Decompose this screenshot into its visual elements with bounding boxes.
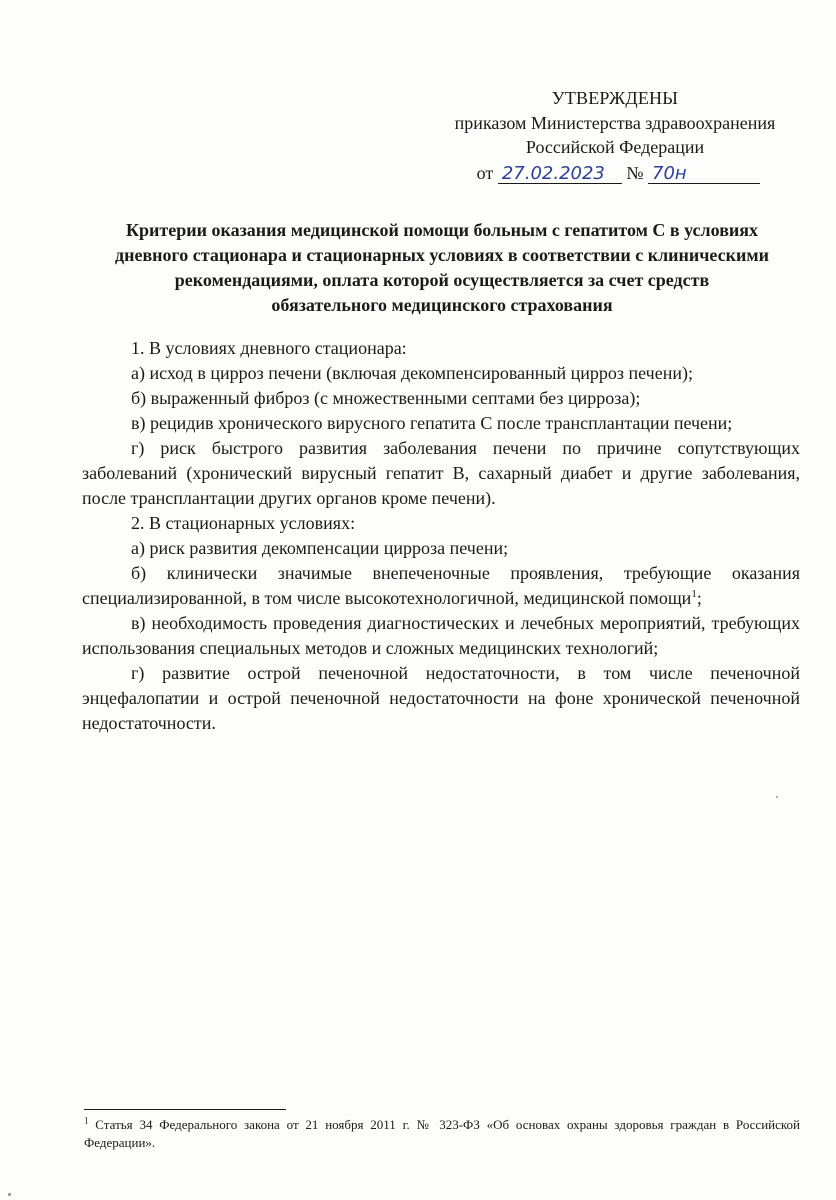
title-line: обязательного медицинского страхования bbox=[271, 295, 613, 315]
document-title bbox=[82, 218, 802, 318]
title-line: дневного стационара и стационарных условиях в соответствии с клиническими bbox=[114, 245, 770, 265]
footnote-text: Статья 34 Федерального закона от 21 ноября 2011 г. № 323-ФЗ «Об основах охраны здоровья граждан в Российской Федерации». bbox=[84, 1117, 800, 1150]
footnote-mark: 1 bbox=[84, 1115, 89, 1126]
section-2-item-b bbox=[82, 561, 800, 611]
title-line: рекомендациями, оплата которой осуществляется за счет средств bbox=[174, 270, 710, 290]
section-1-item-a: а) исход в цирроз печени (включая декомпенсированный цирроз печени); bbox=[131, 363, 693, 383]
approval-date-number bbox=[430, 161, 800, 186]
from-label: от bbox=[476, 162, 494, 183]
scan-speck bbox=[776, 796, 778, 798]
section-1-item-b: б) выраженный фиброз (с множественными септами без цирроза); bbox=[131, 388, 641, 408]
section-2-item-b-end: ; bbox=[696, 588, 702, 608]
title-line: Критерии оказания медицинской помощи больным с гепатитом С в условиях bbox=[125, 220, 759, 240]
section-1-item-d: г) риск быстрого развития заболевания печени по причине сопутствующих заболеваний (хронический вирусный гепатит В, сахарный диабет и другие заболевания, после трансплантации других органов кроме печени). bbox=[82, 438, 800, 508]
scan-speck bbox=[8, 1193, 11, 1196]
handwritten-date: 27.02.2023 bbox=[498, 165, 622, 184]
footnote-reference[interactable]: 1 bbox=[691, 588, 697, 600]
number-label: № bbox=[626, 162, 644, 183]
section-2-item-c: в) необходимость проведения диагностических и лечебных мероприятий, требующих использования специальных методов и сложных медицинских технологий; bbox=[82, 613, 800, 658]
section-2-item-b-text: б) клинически значимые внепеченочные проявления, требующие оказания специализированной, в том числе высокотехнологичной, медицинской помощи bbox=[82, 563, 800, 608]
section-1-heading: 1. В условиях дневного стационара: bbox=[131, 338, 407, 358]
section-2-item-a: а) риск развития декомпенсации цирроза печени; bbox=[131, 538, 509, 558]
handwritten-number: 70н bbox=[648, 165, 760, 184]
footnote bbox=[84, 1116, 800, 1152]
section-1-item-c: в) рецидив хронического вирусного гепатита С после трансплантации печени; bbox=[131, 413, 733, 433]
approval-block bbox=[430, 86, 800, 185]
section-2-item-d: г) развитие острой печеночной недостаточности, в том числе печеночной энцефалопатии и острой печеночной недостаточности на фоне хронической печеночной недостаточности. bbox=[82, 663, 800, 733]
approval-order-line1: приказом Министерства здравоохранения bbox=[454, 112, 776, 133]
section-2-heading: 2. В стационарных условиях: bbox=[131, 513, 356, 533]
document-body bbox=[82, 336, 800, 736]
approval-title: УТВЕРЖДЕНЫ bbox=[551, 88, 679, 108]
footnote-divider bbox=[84, 1109, 286, 1110]
approval-order-line2: Российской Федерации bbox=[525, 137, 705, 157]
